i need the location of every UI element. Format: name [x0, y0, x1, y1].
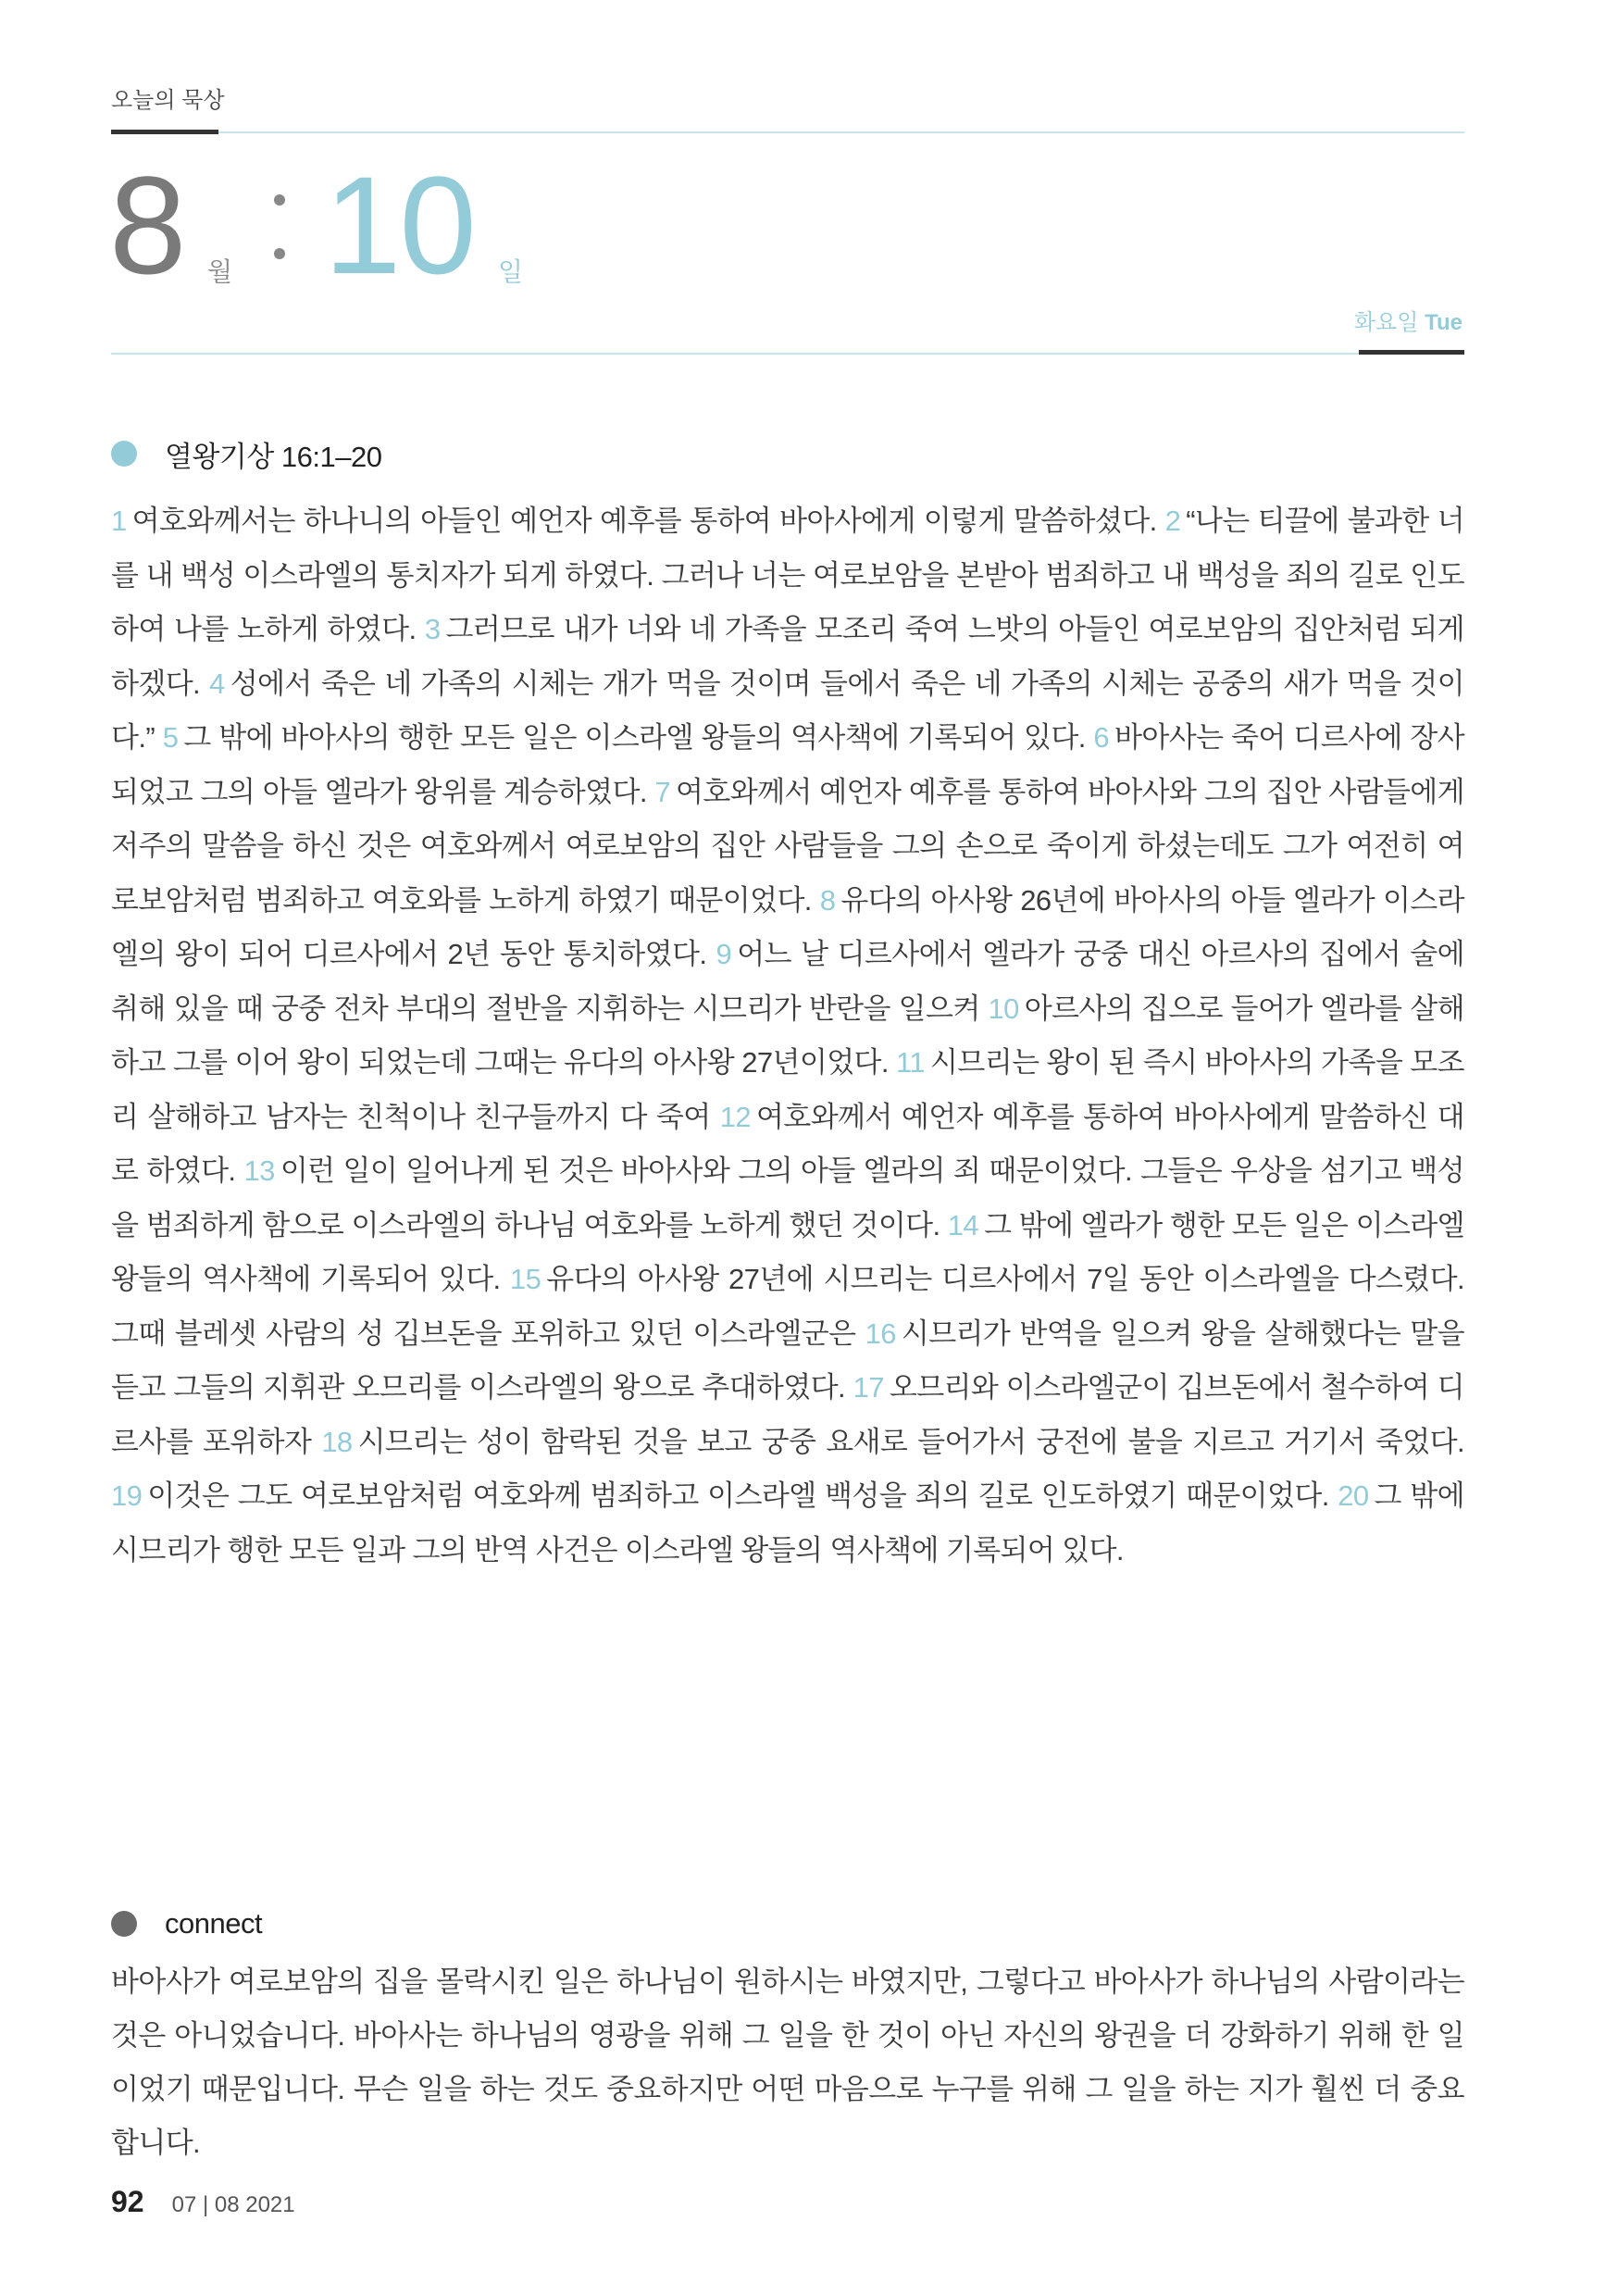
verse-text: 여호와께서는 하나니의 아들인 예언자 예후를 통하여 바아사에게 이렇게 말씀하셨다. [131, 505, 1157, 537]
header-rule-accent [111, 130, 218, 134]
date-day: 10 [324, 147, 475, 303]
bullet-dot-icon [111, 1911, 137, 1937]
weekday-en: Tue [1425, 310, 1462, 335]
verse [111, 505, 1157, 537]
verse-text: 시므리가 반역을 일으켜 왕을 살해했다는 말을 듣고 그들의 지휘관 오므리를 이스라엘의 왕으로 추대하였다. [111, 1316, 1464, 1404]
verse-number: 9 [716, 938, 732, 970]
verse-number: 8 [819, 883, 836, 917]
date-day-unit: 일 [498, 257, 524, 286]
date-colon [274, 194, 287, 263]
colon-dot-bottom [274, 248, 285, 259]
scripture-heading [111, 435, 381, 472]
verse-text: 그 밖에 시므리가 행한 모든 일과 그의 반역 사건은 이스라엘 왕들의 역사책에 기록되어 있다. [111, 1479, 1464, 1566]
verse-text: 바아사는 죽어 디르사에 장사되었고 그의 아들 엘라가 왕위를 계승하였다. [111, 721, 1464, 808]
date-rule [111, 353, 1464, 355]
verse-number: 2 [1164, 505, 1181, 537]
verse-number: 16 [865, 1316, 896, 1350]
verse-text: 어느 날 디르사에서 엘라가 궁중 대신 아르사의 집에서 술에 취해 있을 때 궁중 전차 부대의 절반을 지휘하는 시므리가 반란을 일으켜 [111, 938, 1464, 1025]
verse [111, 1479, 1329, 1512]
connect-title: connect [165, 1907, 263, 1940]
date-rule-accent [1359, 350, 1464, 355]
verse-text: “나는 티끌에 불과한 너를 내 백성 이스라엘의 통치자가 되게 하였다. 그러나 너는 여로보암을 본받아 범죄하고 내 백성을 죄의 길로 인도하여 나를 노하게 하였다. [111, 505, 1464, 645]
connect-body: 바아사가 여로보암의 집을 몰락시킨 일은 하나님이 원하시는 바였지만, 그렇다고 바아사가 하나님의 사람이라는 것은 아니었습니다. 바아사는 하나님의 영광을 위해 그 일을 한 것이 아닌 자신의 왕권을 더 강화하기 위해 한 일이었기 때문입니다. 무슨 일을 하는 것도 중요하지만 어떤 마음으로 누구를 위해 그 일을 하는 지가 훨씬 더 중요합니다. [111, 1965, 1464, 2159]
verse-text: 여호와께서 예언자 예후를 통하여 바아사와 그의 집안 사람들에게 저주의 말씀을 하신 것은 여호와께서 여로보암의 집안 사람들을 그의 손으로 죽이게 하셨는데도 그가 여전히 여로보암처럼 범죄하고 여호와를 노하게 하였기 때문이었다. [111, 775, 1465, 917]
bullet-dot-icon [111, 441, 137, 467]
weekday [1354, 304, 1462, 336]
verse-number: 19 [111, 1479, 143, 1512]
verse-text: 오므리와 이스라엘군이 깁브돈에서 철수하여 디르사를 포위하자 [111, 1371, 1464, 1458]
verse-text: 시므리는 왕이 된 즉시 바아사의 가족을 모조리 살해하고 남자는 친척이나 친구들까지 다 죽여 [111, 1046, 1464, 1133]
verse-number: 11 [896, 1046, 926, 1079]
verse-number: 13 [243, 1154, 275, 1187]
date-month-unit: 월 [207, 257, 233, 286]
verse-number: 14 [947, 1208, 979, 1242]
verse-number: 4 [209, 667, 225, 700]
scripture-body [111, 494, 1464, 1578]
page-number: 92 [111, 2185, 144, 2218]
header-rule [111, 131, 1464, 133]
verse-text: 아르사의 집으로 들어가 엘라를 살해하고 그를 이어 왕이 되었는데 그때는 유다의 아사왕 27년이었다. [111, 992, 1464, 1079]
footer [111, 2185, 295, 2219]
verse-number: 6 [1093, 721, 1110, 754]
verse-text: 시므리는 성이 함락된 것을 보고 궁중 요새로 들어가서 궁전에 불을 지르고 거기서 죽었다. [357, 1425, 1465, 1458]
connect-heading [111, 1905, 262, 1942]
verse [321, 1426, 1464, 1458]
date-month: 8 [109, 147, 183, 303]
section-label: 오늘의 묵상 [111, 88, 225, 113]
verse-text: 이것은 그도 여로보암처럼 여호와께 범죄하고 이스라엘 백성을 죄의 길로 인도하였기 때문이었다. [147, 1479, 1329, 1512]
verse-number: 5 [162, 721, 179, 754]
verse-text: 여호와께서 예언자 예후를 통하여 바아사에게 말씀하신 대로 하였다. [111, 1100, 1464, 1187]
verse-text: 그 밖에 엘라가 행한 모든 일은 이스라엘 왕들의 역사책에 기록되어 있다. [111, 1208, 1464, 1295]
weekday-ko: 화요일 [1353, 310, 1419, 335]
verse-number: 15 [509, 1263, 541, 1295]
verse-number: 10 [988, 992, 1019, 1025]
verse-number: 18 [321, 1425, 353, 1458]
verse-text: 성에서 죽은 네 가족의 시체는 개가 먹을 것이며 들에서 죽은 네 가족의 시체는 공중의 새가 먹을 것이다.” [111, 667, 1464, 754]
verse-text: 이런 일이 일어나게 된 것은 바아사와 그의 아들 엘라의 죄 때문이었다. 그들은 우상을 섬기고 백성을 범죄하게 함으로 이스라엘의 하나님 여호와를 노하게 했던 것이다. [111, 1154, 1465, 1242]
scripture-reference: 열왕기상 16:1–20 [165, 440, 382, 473]
verse-text: 유다의 아사왕 27년에 시므리는 디르사에서 7일 동안 이스라엘을 다스렸다. 그때 블레셋 사람의 성 깁브돈을 포위하고 있던 이스라엘군은 [111, 1263, 1464, 1350]
verse-text: 그 밖에 바아사의 행한 모든 일은 이스라엘 왕들의 역사책에 기록되어 있다. [183, 721, 1086, 754]
verse-number: 12 [719, 1100, 752, 1133]
verse-number: 1 [111, 505, 127, 537]
verse-text: 그러므로 내가 너와 네 가족을 모조리 죽여 느밧의 아들인 여로보암의 집안처럼 되게 하겠다. [111, 613, 1464, 700]
verse-number: 20 [1338, 1479, 1369, 1512]
colon-dot-top [274, 194, 285, 206]
verse-number: 3 [424, 613, 441, 645]
verse-number: 17 [853, 1371, 884, 1404]
verse-text: 유다의 아사왕 26년에 바아사의 아들 엘라가 이스라엘의 왕이 되어 디르사에서 2년 동안 통치하였다. [111, 883, 1464, 970]
issue-date: 07 | 08 2021 [171, 2192, 295, 2217]
verse [163, 721, 1086, 754]
verse-number: 7 [654, 775, 671, 808]
